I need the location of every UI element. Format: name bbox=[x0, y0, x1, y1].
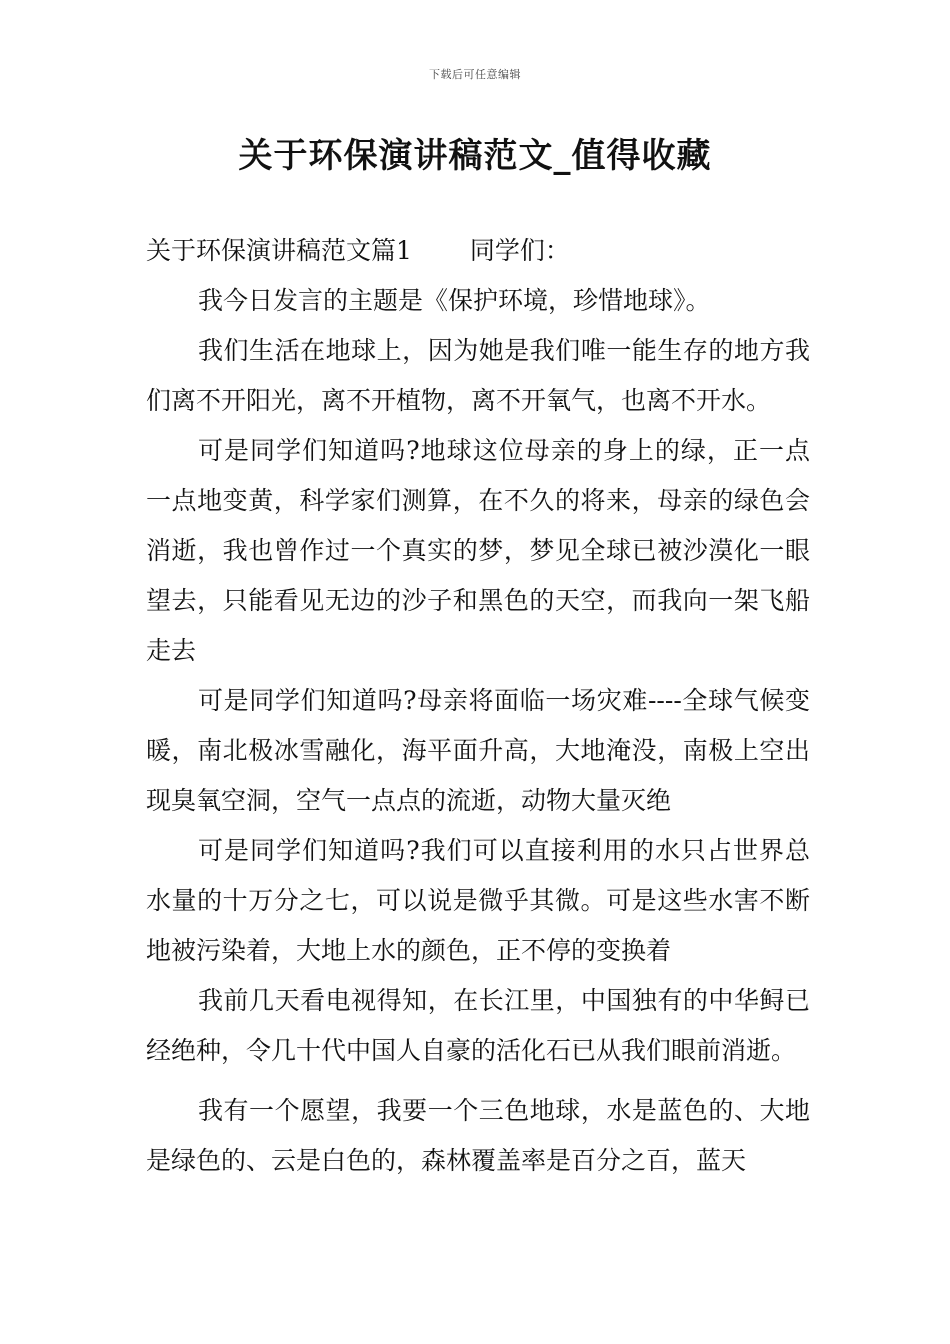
paragraph: 我们生活在地球上，因为她是我们唯一能生存的地方我们离不开阳光，离不开植物，离不开氧气，也离不开水。 bbox=[146, 336, 810, 415]
document-body bbox=[146, 226, 810, 1186]
section-heading: 关于环保演讲稿范文篇1 bbox=[146, 236, 412, 265]
paragraph: 可是同学们知道吗?地球这位母亲的身上的绿，正一点一点地变黄，科学家们测算，在不久的将来，母亲的绿色会消逝，我也曾作过一个真实的梦，梦见全球已被沙漠化一眼望去，只能看见无边的沙子和黑色的天空，而我向一架飞船走去 bbox=[146, 436, 810, 665]
paragraph: 我有一个愿望，我要一个三色地球，水是蓝色的、大地是绿色的、云是白色的，森林覆盖率是百分之百，蓝天 bbox=[146, 1096, 810, 1175]
header-note: 下载后可任意编辑 bbox=[429, 68, 521, 81]
paragraph: 我今日发言的主题是《保护环境，珍惜地球》。 bbox=[198, 286, 711, 315]
document-title: 关于环保演讲稿范文_值得收藏 bbox=[238, 136, 712, 176]
paragraph: 可是同学们知道吗?母亲将面临一场灾难----全球气候变暖，南北极冰雪融化，海平面升高，大地淹没，南极上空出现臭氧空洞，空气一点点的流逝，动物大量灭绝 bbox=[146, 686, 810, 815]
paragraph: 我前几天看电视得知，在长江里，中国独有的中华鲟已经绝种，令几十代中国人自豪的活化石已从我们眼前消逝。 bbox=[146, 986, 810, 1065]
first-line bbox=[146, 226, 810, 276]
paragraph: 可是同学们知道吗?我们可以直接利用的水只占世界总水量的十万分之七，可以说是微乎其微。可是这些水害不断地被污染着，大地上水的颜色，正不停的变换着 bbox=[146, 836, 810, 965]
salutation: 同学们： bbox=[469, 236, 570, 265]
